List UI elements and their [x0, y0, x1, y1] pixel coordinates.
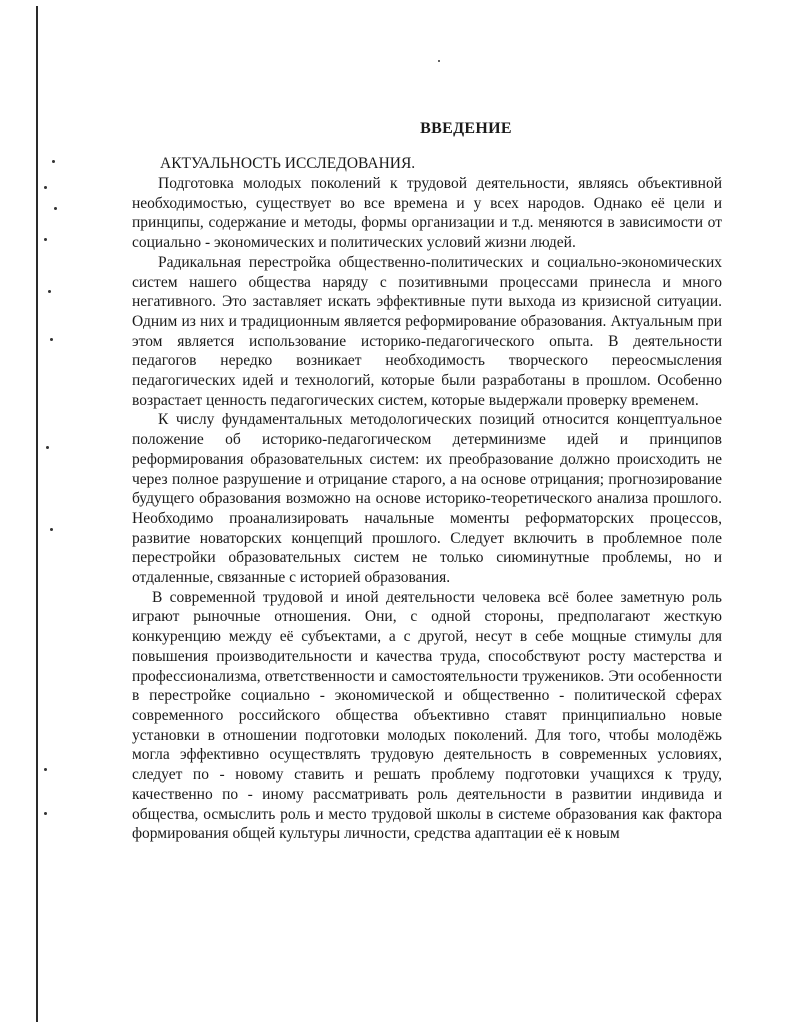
scan-speck: [46, 446, 49, 449]
scan-speck: [52, 160, 55, 163]
document-body: [132, 112, 722, 844]
scan-speck: [44, 238, 47, 241]
scan-speck: [54, 207, 57, 210]
scan-speck: [50, 338, 53, 341]
paragraph-3: К числу фундаментальных методологических позиций относится концептуальное положение об историко-педагогическом детерминизме идей и принципов реформирования образовательных систем: их преобразование должно происходить не через полное разрушение и отрицание старого, а на основе отрицания; прогнозирование будущего образования возможно на основе историко-теоретического анализа прошлого. Необходимо проанализировать начальные моменты реформаторских процессов, развитие новаторских концепций прошлого. Следует включить в проблемное поле перестройки образовательных систем не только сиюминутные проблемы, но и отдаленные, связанные с историей образования.: [132, 411, 722, 587]
paragraph-2: Радикальная перестройка общественно-политических и социально-экономических систем нашего общества наряду с позитивными процессами принесла и много негативного. Это заставляет искать эффективные пути выхода из кризисной ситуации. Одним из них и традиционным является реформирование образования. Актуальным при этом является использование историко-педагогического опыта. В деятельности педагогов нередко возникает необходимость творческого переосмысления педагогических идей и технологий, которые были разработаны в прошлом. Особенно возрастает ценность педагогических систем, которые выдержали проверку временем.: [132, 253, 722, 409]
scan-speck: [44, 812, 47, 815]
scan-speck: [50, 528, 53, 531]
paragraph-1: Подготовка молодых поколений к трудовой деятельности, являясь объективной необходимостью, существует во все времена и у всех народов. Однако её цели и принципы, содержание и методы, формы организации и т.д. меняются в зависимости от социально - экономических и политических условий жизни людей.: [132, 175, 722, 252]
scan-speck: [44, 186, 47, 189]
paragraph-4: В современной трудовой и иной деятельности человека всё более заметную роль играют рыночные отношения. Они, с одной стороны, предполагают жесткую конкуренцию между её субъектами, а с другой, несут в себе мощные стимулы для повышения производительности и качества труда, способствуют росту мастерства и профессионализма, ответственности и самостоятельности тружеников. Эти особенности в перестройке социально - экономической и общественно - политической сферах современного российского общества объективно ставят принципиально новые установки в отношении подготовки молодых поколений. Для того, чтобы молодёжь могла эффективно осуществлять трудовую деятельность в современных условиях, следует по - новому ставить и решать проблему подготовки учащихся к труду, качественно по - иному рассматривать роль деятельности в развитии индивида и общества, осмыслить роль и место трудовой школы в системе образования как фактора формирования общей культуры личности, средства адаптации её к новым: [132, 588, 722, 843]
scan-speck: [48, 290, 51, 293]
scan-speck: [44, 768, 47, 771]
section-subheading: АКТУАЛЬНОСТЬ ИССЛЕДОВАНИЯ.: [160, 155, 416, 172]
page-title: ВВЕДЕНИЕ: [420, 120, 512, 137]
scan-speck: [438, 60, 440, 62]
binding-edge-line: [36, 6, 38, 1022]
